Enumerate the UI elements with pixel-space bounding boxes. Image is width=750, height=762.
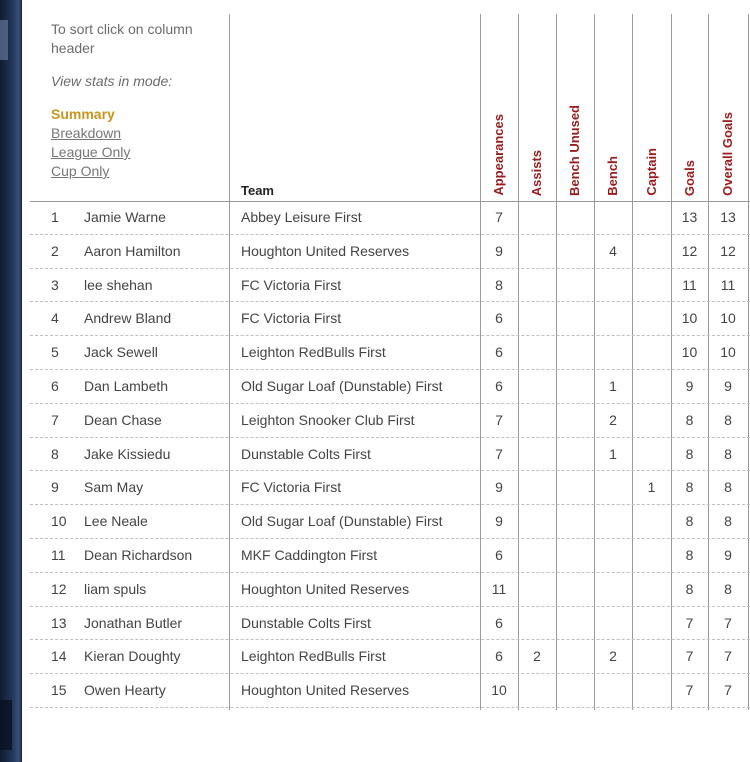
captain-cell	[632, 302, 671, 336]
rank-cell: 6	[51, 378, 59, 394]
apps-cell: 9	[495, 513, 503, 530]
goals-cell: 8	[685, 411, 694, 428]
column-header-assists[interactable]: Assists	[529, 149, 544, 196]
bench-cell	[594, 573, 632, 607]
player-name-cell: Dean Chase	[84, 411, 162, 428]
view-mode-label: View stats in mode:	[51, 73, 173, 89]
player-name-cell: Dan Lambeth	[84, 378, 169, 394]
rank-cell: 8	[51, 445, 59, 462]
rank-cell: 10	[51, 513, 67, 530]
team-cell: MKF Caddington First	[241, 547, 378, 563]
bench-cell	[594, 471, 632, 505]
overall-cell: 10	[720, 310, 736, 327]
goals-cell: 8	[685, 580, 694, 597]
assists-cell	[518, 370, 556, 404]
player-name-cell: Lee Neale	[84, 513, 148, 530]
overall-cell: 12	[720, 242, 736, 259]
captain-cell	[632, 607, 671, 641]
bench-cell: 1	[609, 378, 617, 394]
rank-cell: 3	[51, 276, 59, 293]
bench-cell: 1	[609, 445, 617, 462]
apps-cell: 8	[495, 276, 503, 293]
team-cell: Old Sugar Loaf (Dunstable) First	[241, 378, 443, 394]
team-cell: Dunstable Colts First	[241, 614, 371, 631]
team-cell: FC Victoria First	[241, 276, 342, 293]
rank-cell: 11	[51, 547, 66, 563]
bench-unused-cell	[556, 674, 594, 708]
stats-panel	[22, 0, 750, 762]
bench-unused-cell	[556, 640, 594, 674]
player-name-cell: Jack Sewell	[84, 344, 158, 361]
overall-cell: 8	[724, 513, 732, 530]
assists-cell	[518, 539, 556, 573]
bench-unused-cell	[556, 370, 594, 404]
table-row	[22, 370, 750, 404]
table-row	[22, 302, 750, 336]
captain-cell: 1	[647, 479, 656, 496]
rank-cell: 13	[51, 614, 67, 631]
column-header-captain[interactable]: Captain	[643, 148, 659, 196]
bench-cell	[594, 269, 632, 303]
team-cell: Houghton United Reserves	[241, 580, 410, 597]
apps-cell: 6	[495, 547, 503, 563]
overall-cell: 9	[724, 547, 732, 563]
table-row	[22, 336, 750, 370]
view-mode-summary[interactable]: Summary	[51, 106, 115, 122]
column-header-bench[interactable]: Bench	[605, 156, 620, 196]
background-highlight	[0, 20, 8, 60]
goals-cell: 8	[685, 513, 694, 530]
team-cell: Leighton RedBulls First	[241, 648, 386, 665]
apps-cell: 9	[495, 479, 503, 496]
table-row	[22, 235, 750, 269]
bench-unused-cell	[556, 269, 594, 303]
bench-cell	[594, 505, 632, 539]
sort-hint: To sort click on column header	[51, 21, 193, 56]
team-cell: FC Victoria First	[241, 479, 342, 496]
view-mode-cup-only[interactable]: Cup Only	[51, 163, 110, 179]
column-header-goals[interactable]: Goals	[681, 159, 697, 196]
captain-cell	[632, 370, 671, 404]
apps-cell: 9	[495, 242, 503, 259]
captain-cell	[632, 438, 671, 472]
view-mode-list	[51, 105, 221, 181]
intro-block	[51, 20, 221, 181]
table-row	[22, 674, 750, 708]
team-cell: Houghton United Reserves	[241, 682, 410, 699]
player-name-cell: Owen Hearty	[84, 682, 166, 699]
bench-unused-cell	[556, 573, 594, 607]
rank-cell: 5	[51, 344, 59, 361]
bench-unused-cell	[556, 438, 594, 472]
rank-cell: 7	[51, 411, 59, 428]
rank-cell: 2	[51, 242, 59, 259]
overall-cell: 11	[720, 276, 736, 293]
overall-cell: 8	[724, 479, 732, 496]
captain-cell	[632, 235, 671, 269]
captain-cell	[632, 505, 671, 539]
team-cell: Dunstable Colts First	[241, 445, 371, 462]
table-row	[22, 201, 750, 235]
rank-cell: 15	[51, 682, 67, 699]
player-name-cell: liam spuls	[84, 580, 147, 597]
player-name-cell: Kieran Doughty	[84, 648, 181, 665]
rank-cell: 1	[51, 209, 59, 225]
bench-cell	[594, 336, 632, 370]
bench-unused-cell	[556, 201, 594, 235]
player-name-cell: lee shehan	[84, 276, 153, 293]
bench-cell	[594, 607, 632, 641]
team-cell: Abbey Leisure First	[241, 209, 362, 225]
player-name-cell: Aaron Hamilton	[84, 242, 181, 259]
view-mode-breakdown[interactable]: Breakdown	[51, 125, 122, 141]
bench-unused-cell	[556, 404, 594, 438]
goals-cell: 8	[685, 445, 694, 462]
apps-cell: 10	[491, 682, 507, 699]
assists-cell	[518, 404, 556, 438]
player-name-cell: Dean Richardson	[84, 547, 193, 563]
captain-cell	[632, 539, 671, 573]
goals-cell: 7	[685, 648, 694, 665]
apps-cell: 11	[491, 580, 507, 597]
goals-cell: 12	[681, 242, 698, 259]
goals-cell: 13	[681, 209, 698, 225]
table-row	[22, 404, 750, 438]
captain-cell	[632, 640, 671, 674]
column-header-bench-unused[interactable]: Bench Unused	[567, 104, 582, 196]
apps-cell: 7	[495, 209, 503, 225]
table-row	[22, 607, 750, 641]
goals-cell: 7	[685, 682, 694, 699]
bench-cell: 2	[609, 411, 617, 428]
bench-unused-cell	[556, 336, 594, 370]
bench-unused-cell	[556, 302, 594, 336]
apps-cell: 7	[495, 445, 503, 462]
goals-cell: 7	[685, 614, 694, 631]
overall-cell: 7	[724, 682, 732, 699]
team-cell: Houghton United Reserves	[241, 242, 410, 259]
assists-cell	[518, 438, 556, 472]
column-header-appearances[interactable]: Appearances	[491, 114, 506, 196]
captain-cell	[632, 573, 671, 607]
apps-cell: 6	[495, 378, 503, 394]
background-edge	[0, 0, 22, 762]
player-name-cell: Andrew Bland	[84, 310, 172, 327]
team-cell: Leighton Snooker Club First	[241, 411, 415, 428]
bench-unused-cell	[556, 607, 594, 641]
assists-cell	[518, 607, 556, 641]
assists-cell	[518, 302, 556, 336]
table-row	[22, 269, 750, 303]
column-header-overall-goals[interactable]: Overall Goals	[720, 112, 735, 196]
overall-cell: 9	[724, 378, 732, 394]
assists-cell	[518, 505, 556, 539]
bench-cell	[594, 201, 632, 235]
apps-cell: 6	[495, 648, 503, 665]
overall-cell: 7	[724, 648, 732, 665]
assists-cell: 2	[533, 648, 541, 665]
table-row	[22, 640, 750, 674]
bench-unused-cell	[556, 235, 594, 269]
rank-cell: 9	[51, 479, 59, 496]
captain-cell	[632, 674, 671, 708]
overall-cell: 8	[724, 411, 732, 428]
player-name-cell: Jamie Warne	[84, 209, 166, 225]
goals-cell: 10	[681, 310, 698, 327]
assists-cell	[518, 235, 556, 269]
assists-cell	[518, 674, 556, 708]
captain-cell	[632, 336, 671, 370]
apps-cell: 7	[495, 411, 503, 428]
team-cell: Leighton RedBulls First	[241, 344, 386, 361]
team-column-header[interactable]: Team	[241, 183, 274, 198]
table-row	[22, 539, 750, 573]
player-name-cell: Jake Kissiedu	[84, 445, 171, 462]
assists-cell	[518, 573, 556, 607]
assists-cell	[518, 336, 556, 370]
row-separator	[30, 707, 750, 708]
goals-cell: 8	[685, 547, 694, 563]
rank-cell: 14	[51, 648, 67, 665]
player-name-cell: Sam May	[84, 479, 144, 496]
goals-cell: 10	[681, 344, 698, 361]
apps-cell: 6	[495, 344, 503, 361]
table-row	[22, 438, 750, 472]
bench-cell: 4	[609, 242, 617, 259]
bench-cell	[594, 302, 632, 336]
team-cell: FC Victoria First	[241, 310, 342, 327]
table-row	[22, 471, 750, 505]
captain-cell	[632, 269, 671, 303]
apps-cell: 6	[495, 614, 503, 631]
captain-cell	[632, 404, 671, 438]
view-mode-league-only[interactable]: League Only	[51, 144, 131, 160]
overall-cell: 8	[724, 580, 732, 597]
background-shadow	[0, 700, 12, 750]
table-row	[22, 505, 750, 539]
bench-unused-cell	[556, 471, 594, 505]
player-name-cell: Jonathan Butler	[84, 614, 183, 631]
overall-cell: 13	[720, 209, 736, 225]
goals-cell: 11	[682, 276, 697, 293]
apps-cell: 6	[495, 310, 503, 327]
overall-cell: 8	[724, 445, 732, 462]
rank-cell: 4	[51, 310, 59, 327]
assists-cell	[518, 269, 556, 303]
bench-cell: 2	[609, 648, 617, 665]
bench-unused-cell	[556, 539, 594, 573]
goals-cell: 8	[685, 479, 694, 496]
bench-cell	[594, 539, 632, 573]
overall-cell: 7	[724, 614, 732, 631]
assists-cell	[518, 471, 556, 505]
goals-cell: 9	[685, 378, 694, 394]
bench-unused-cell	[556, 505, 594, 539]
rank-cell: 12	[51, 580, 67, 597]
assists-cell	[518, 201, 556, 235]
team-cell: Old Sugar Loaf (Dunstable) First	[241, 513, 443, 530]
overall-cell: 10	[720, 344, 736, 361]
table-row	[22, 573, 750, 607]
bench-cell	[594, 674, 632, 708]
captain-cell	[632, 201, 671, 235]
